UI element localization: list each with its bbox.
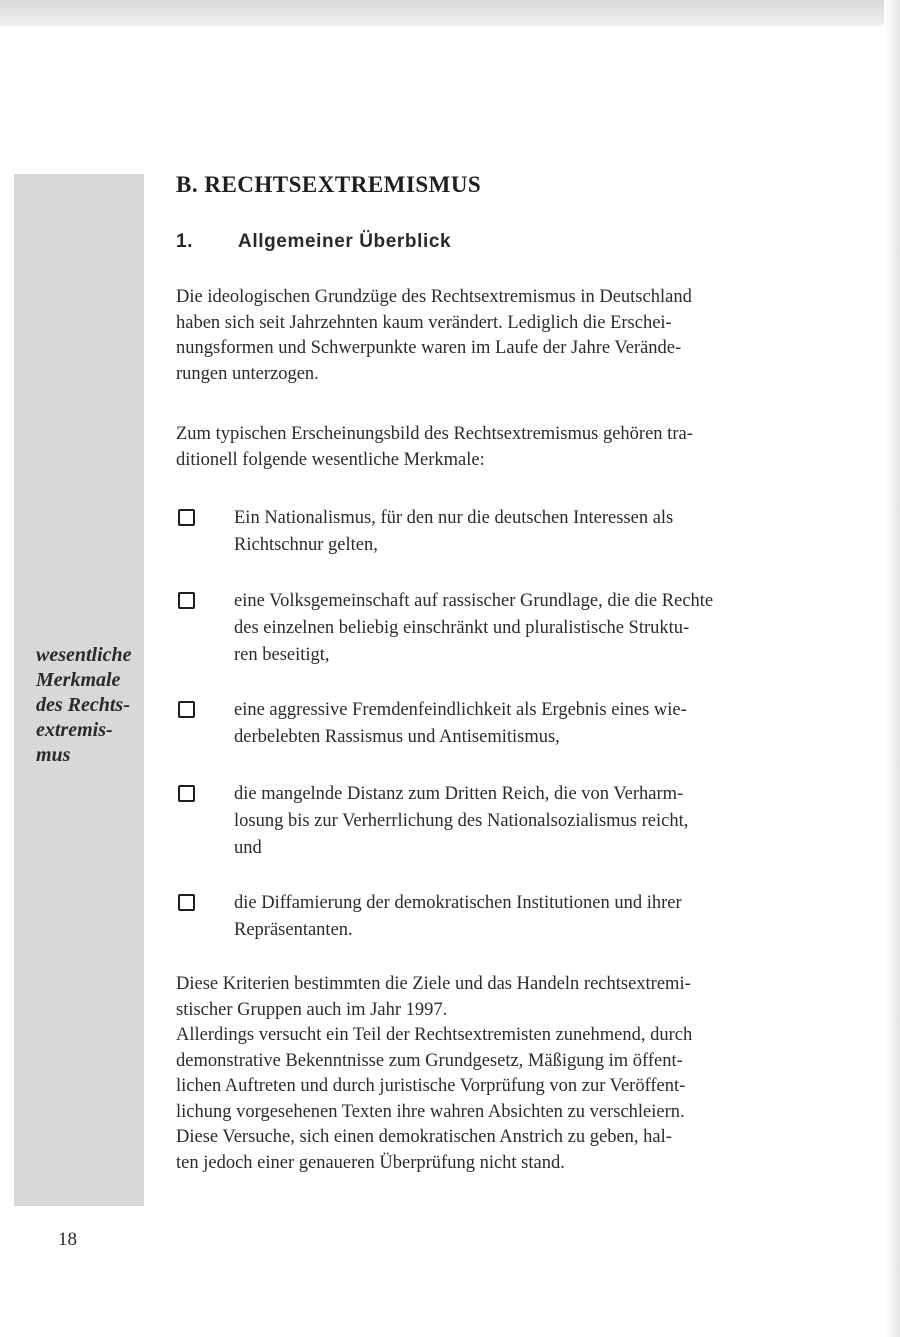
checkbox-square-icon — [178, 701, 195, 718]
text-line: Diese Versuche, sich einen demokratischen Anstrich zu geben, hal- — [176, 1127, 672, 1147]
text-line: nungsformen und Schwerpunkte waren im Laufe der Jahre Verände- — [176, 338, 682, 358]
paragraph-intro — [176, 285, 801, 387]
margin-note — [36, 643, 144, 768]
paragraph-features-intro — [176, 422, 801, 473]
text-line: lichung vorgesehenen Texten ihre wahren Absichten zu verschleiern. — [176, 1101, 685, 1122]
text-line: Diese Kriterien bestimmten die Ziele und das Handeln rechtsextremi- — [176, 974, 691, 994]
text-line: die mangelnde Distanz zum Dritten Reich, die von Verharm- — [234, 784, 684, 804]
checkbox-square-icon — [178, 785, 195, 802]
page-number: 18 — [58, 1229, 77, 1250]
text-line: derbelebten Rassismus und Antisemitismus, — [234, 727, 560, 747]
scan-border-top — [0, 0, 900, 26]
text-line: losung bis zur Verherrlichung des Nationalsozialismus reicht, — [234, 811, 689, 831]
margin-note-line: des Rechts- — [36, 694, 130, 716]
text-line: ren beseitigt, — [234, 645, 330, 665]
text-line: eine aggressive Fremdenfeindlichkeit als Ergebnis eines wie- — [234, 700, 687, 720]
text-line: ten jedoch einer genaueren Überprüfung nicht stand. — [176, 1152, 565, 1173]
chapter-heading: B. RECHTSEXTREMISMUS — [176, 172, 482, 197]
text-line: Allerdings versucht ein Teil der Rechtsextremisten zunehmend, durch — [176, 1025, 693, 1045]
section-title: Allgemeiner Überblick — [238, 231, 452, 252]
margin-note-line: wesentliche — [36, 644, 132, 666]
text-line: Zum typischen Erscheinungsbild des Rechtsextremismus gehören tra- — [176, 424, 693, 444]
text-line: rungen unterzogen. — [176, 363, 319, 384]
checkbox-square-icon — [178, 509, 195, 526]
margin-note-line: Merkmale — [36, 669, 121, 691]
text-line: lichen Auftreten und durch juristische Vorprüfung von zur Veröffent- — [176, 1076, 686, 1096]
section-heading — [176, 231, 451, 253]
text-line: demonstrative Bekenntnisse zum Grundgesetz, Mäßigung im öffent- — [176, 1050, 683, 1071]
section-number: 1. — [176, 231, 194, 252]
text-line: Die ideologischen Grundzüge des Rechtsextremismus in Deutschland — [176, 287, 692, 307]
scan-border-right — [884, 0, 900, 1337]
text-line: stischer Gruppen auch im Jahr 1997. — [176, 999, 448, 1020]
text-line: Ein Nationalismus, für den nur die deutschen Interessen als — [234, 508, 674, 528]
text-line: die Diffamierung der demokratischen Institutionen und ihrer — [234, 893, 682, 913]
text-line: haben sich seit Jahrzehnten kaum verändert. Lediglich die Erschei- — [176, 312, 672, 333]
margin-note-line: extremis- — [36, 719, 113, 741]
paragraph-conclusion — [176, 972, 801, 1176]
text-line: Repräsentanten. — [234, 920, 353, 940]
text-line: und — [234, 838, 262, 858]
text-line: Richtschnur gelten, — [234, 535, 378, 555]
checkbox-square-icon — [178, 894, 195, 911]
text-line: eine Volksgemeinschaft auf rassischer Grundlage, die die Rechte — [234, 591, 714, 611]
text-line: ditionell folgende wesentliche Merkmale: — [176, 449, 485, 470]
checkbox-square-icon — [178, 592, 195, 609]
text-line: des einzelnen beliebig einschränkt und pluralistische Struktu- — [234, 618, 690, 638]
margin-note-line: mus — [36, 744, 71, 766]
